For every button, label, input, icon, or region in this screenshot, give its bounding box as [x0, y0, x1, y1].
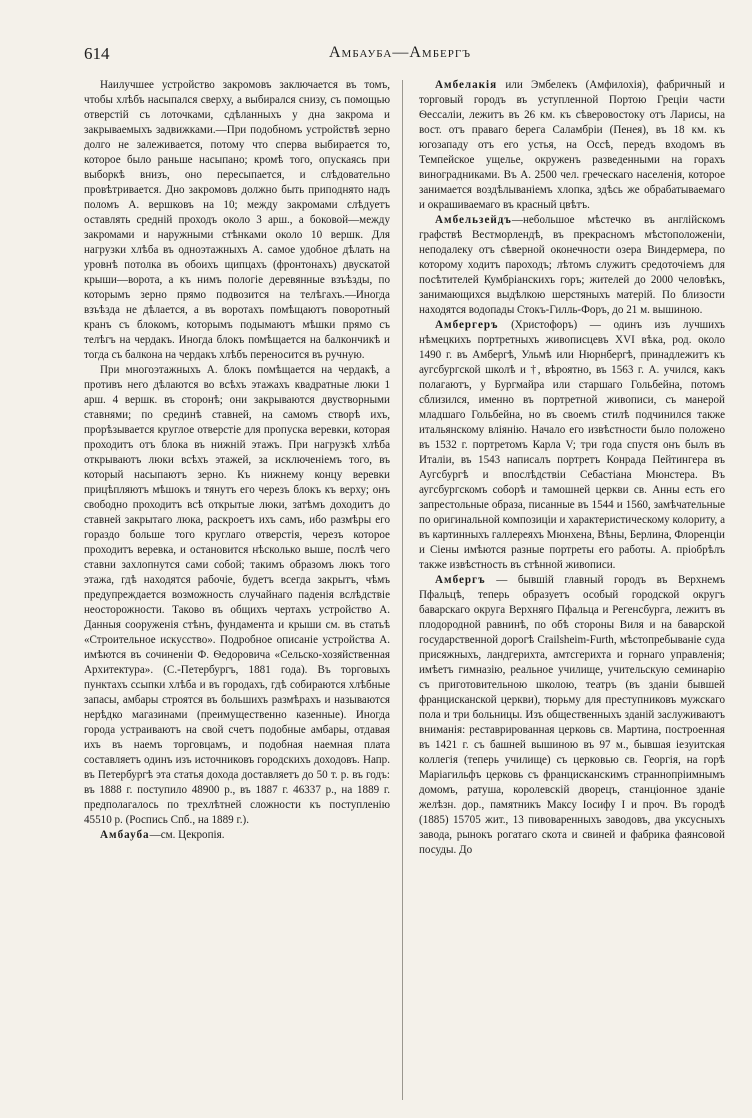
headword: Амбергъ [435, 574, 486, 586]
entry-ambauba [84, 828, 390, 843]
headword: Амбергеръ [435, 319, 499, 331]
entry-text: —см. Цекропія. [149, 829, 225, 841]
column-divider [402, 80, 403, 1100]
entry-amberger [419, 318, 725, 573]
entry-text: (Христофоръ) — одинъ изъ лучшихъ нѣмецкихъ портретныхъ живописцевъ XVI вѣка, род. около 1490 г. въ Амбергѣ, Ульмѣ или Нюрнбергѣ, принадлежитъ къ аугсбургской школѣ и †, вѣроятно, въ 1563 г. А. учился, какъ полагаютъ, у Бургмайра или старшаго Гольбейна, потомъ сблизился, именно въ портретной живописи, съ манерой младшаго Гольбейна, но въ своемъ стилѣ подчинился также итальянскому вліянію. Начало его извѣстности было положено въ 1532 г. портретомъ Карла V; три года спустя онъ былъ въ Италіи, въ 1543 написалъ портретъ Конрада Пейтингера въ Аугсбургѣ и впослѣдствіи Себастіана Мюнстера. Въ аугсбургскомъ соборѣ и тамошней церкви св. Анны есть его запрестольные образа, писанные въ 1544 и 1560, замѣчательные по оригинальной композиціи и характеристическому колориту, а въ картинныхъ галлереяхъ Мюнхена, Вѣны, Берлина, Флоренціи и Сіены имѣются разные портреты его работы. А. пріобрѣлъ также извѣстность въ стѣнной живописи. [419, 319, 725, 571]
entry-amberg [419, 573, 725, 858]
entry-ambelzeid [419, 213, 725, 318]
paragraph: Наилучшее устройство закромовъ заключается въ томъ, чтобы хлѣбъ насыпался сверху, а выбирался снизу, съ помощью отверстій съ лоточками, сдѣланныхъ у дна закрома и закрываемыхъ задвижками.—При подобномъ устройствѣ зерно долго не залеживается, потому что сперва выбирается то, которое было раньше насыпано; кромѣ того, опускаясь при выборкѣ внизъ, оно пересыпается, и слѣдовательно провѣтривается. Дно закромовъ должно быть приподнято надъ поломъ А. вершковъ на 10; между закромами слѣдуетъ оставлять средній проходъ около 3 арш., а боковой—между закромами и наружными стѣнками около 10 вершк. Для нагрузки хлѣба въ одноэтажныхъ А. самое удобное дѣлать на уровнѣ потолка въ обоихъ щипцахъ (фронтонахъ) двускатой крыши—ворота, а къ нимъ пологіе деревянные взъѣзды, по которымъ зерно прямо подвозится на телѣгахъ.—Иногда взъѣзда не дѣлается, а въ воротахъ помѣщаютъ поворотный кранъ съ блокомъ, которымъ подымаютъ мѣшки прямо съ телѣгъ на чердакъ. Иногда блокъ помѣщается на балкончикѣ и тогда съ балкона на чердакъ хлѣбъ переносится въ ручную. [84, 79, 390, 361]
headword: Амбауба [100, 829, 150, 841]
entry-text: — бывшій главный городъ въ Верхнемъ Пфальцѣ, теперь образуетъ особый городской округъ баварскаго округа Верхняго Пфальца и Регенсбурга, лежитъ въ плодородной равнинѣ, по обѣ стороны Виля и на баварской государственной дорогѣ Crailsheim-Furth, мѣстопребываніе суда присяжныхъ, ландгерихта, амтсгерихта и горнаго управленія; имѣетъ гимназію, реальное училище, учительскую семинарію съ приготовительною школою, театръ (въ зданіи бывшей францисканской церкви), тюрьму для преступниковъ мужскаго пола и три больницы. Изъ общественныхъ зданій заслуживаютъ вниманія: реставрированная церковь св. Мартина, построенная въ 1421 г. съ башней вышиною въ 97 м., бывшая іезуитская коллегія (теперь училище) съ церковью св. Георгія, на горѣ Маріагильфъ церковь съ францисканскимъ страннопріимнымъ домомъ, ратуша, королевскій дворецъ, станціонное зданіе желѣзн. дор., памятникъ Максу Іосифу I и проч. Въ городѣ (1885) 15705 жит., 13 пивоваренныхъ заводовъ, два уксусныхъ завода, рынокъ рогатаго скота и свиней и фабрика фаянсовой посуды. До [419, 574, 725, 856]
running-title: Амбауба—Амбергъ [328, 44, 471, 61]
entry-text: —небольшое мѣстечко въ англійскомъ графствѣ Вестморлендѣ, въ прекрасномъ мѣстоположеніи, неподалеку отъ сѣверной оконечности озера Виндермера, по которому ходитъ пароходъ; лѣтомъ служитъ средоточіемъ для посѣтителей Кумбріанскихъ горъ; жителей до 2000 человѣкъ, занимающихся выдѣлкою шерстяныхъ матерій. По близости находятся водопады Стокъ-Гилль-Форъ, до 21 м. вышиною. [419, 214, 725, 316]
left-column [84, 78, 390, 1108]
headword: Амбелакія [435, 79, 498, 91]
entry-text: или Эмбелекъ (Амфилохія), фабричный и торговый городъ въ уступленной Портою Греціи части Ѳессаліи, лежитъ въ 26 км. къ сѣверовостоку отъ Ларисы, на вост. отъ праваго берега Саламбріи (Пенея), въ 18 км. къ югозападу отъ его устья, на Оссѣ, передъ входомъ въ Темпейское ущелье, окруженъ разведенными на горахъ виноградниками. Въ А. 2500 чел. греческаго населенія, которое занимается воздѣлываніемъ хлопка, здѣсь же обрабатываемаго и окрашиваемаго въ красный цвѣтъ. [419, 79, 725, 211]
page-number: 614 [84, 44, 110, 63]
right-column [419, 78, 725, 1108]
page-header [84, 44, 716, 70]
headword: Амбельзейдъ [435, 214, 512, 226]
paragraph: При многоэтажныхъ А. блокъ помѣщается на чердакѣ, а противъ него дѣлаются во всѣхъ этажахъ квадратные люки 1 арш. 4 вершк. въ сторонѣ; они закрываются двустворными ставнями; по срединѣ ставней, на самомъ створѣ ихъ, прорѣзывается круглое отверстіе для пропуска веревки, которая проходитъ отъ блока въ нижній этажъ. При нагрузкѣ хлѣба открываютъ люки всѣхъ этажей, за исключеніемъ того, въ который насыпаютъ зерно. Къ нижнему концу веревки прицѣпляютъ мѣшокъ и тянутъ его черезъ блокъ къ верху; онъ свободно проходитъ всѣ открытые люки, затѣмъ доходитъ до ставней закрытаго люка, раскроетъ ихъ самъ, ибо размѣры его гораздо больше того круглаго отверстія, черезъ которое проходитъ веревка, и остановится нѣсколько выше, послѣ чего ставни захлопнутся сами собой; такимъ образомъ люкъ того этажа, гдѣ находятся рабочіе, будетъ всегда закрытъ, чѣмъ предупреждается возможность случайнаго паденія вслѣдствіе неосторожности. Таково въ общихъ чертахъ устройство А. Данныя сооруженія стѣнъ, фундамента и крыши см. въ статьѣ «Строительное искусство». Подробное описаніе устройства А. имѣются въ сочиненіи Ф. Ѳедоровича «Сельско-хозяйственная Архитектура». (С.-Петербургъ, 1881 года). Въ торговыхъ пунктахъ ссыпки хлѣба и въ городахъ, гдѣ собираются хлѣбные запасы, амбары строятся въ большихъ размѣрахъ и называются нерѣдко магазинами (преимущественно казенные). Иногда города устраиваютъ на свой счетъ подобные амбары, отдавая ихъ въ наемъ торговцамъ, и подобная наемная плата составляетъ одинъ изъ источниковъ городскихъ доходовъ. Напр. въ Петербургѣ эта статья дохода доставляетъ до 50 т. р. въ годъ: въ 1888 г. поступило 48900 р., въ 1887 г. 46337 р., на 1889 г. предполагалось по трехлѣтней сложности къ поступленію 45510 р. (Роспись Спб., на 1889 г.). [84, 364, 390, 826]
entry-ambelakia [419, 78, 725, 213]
